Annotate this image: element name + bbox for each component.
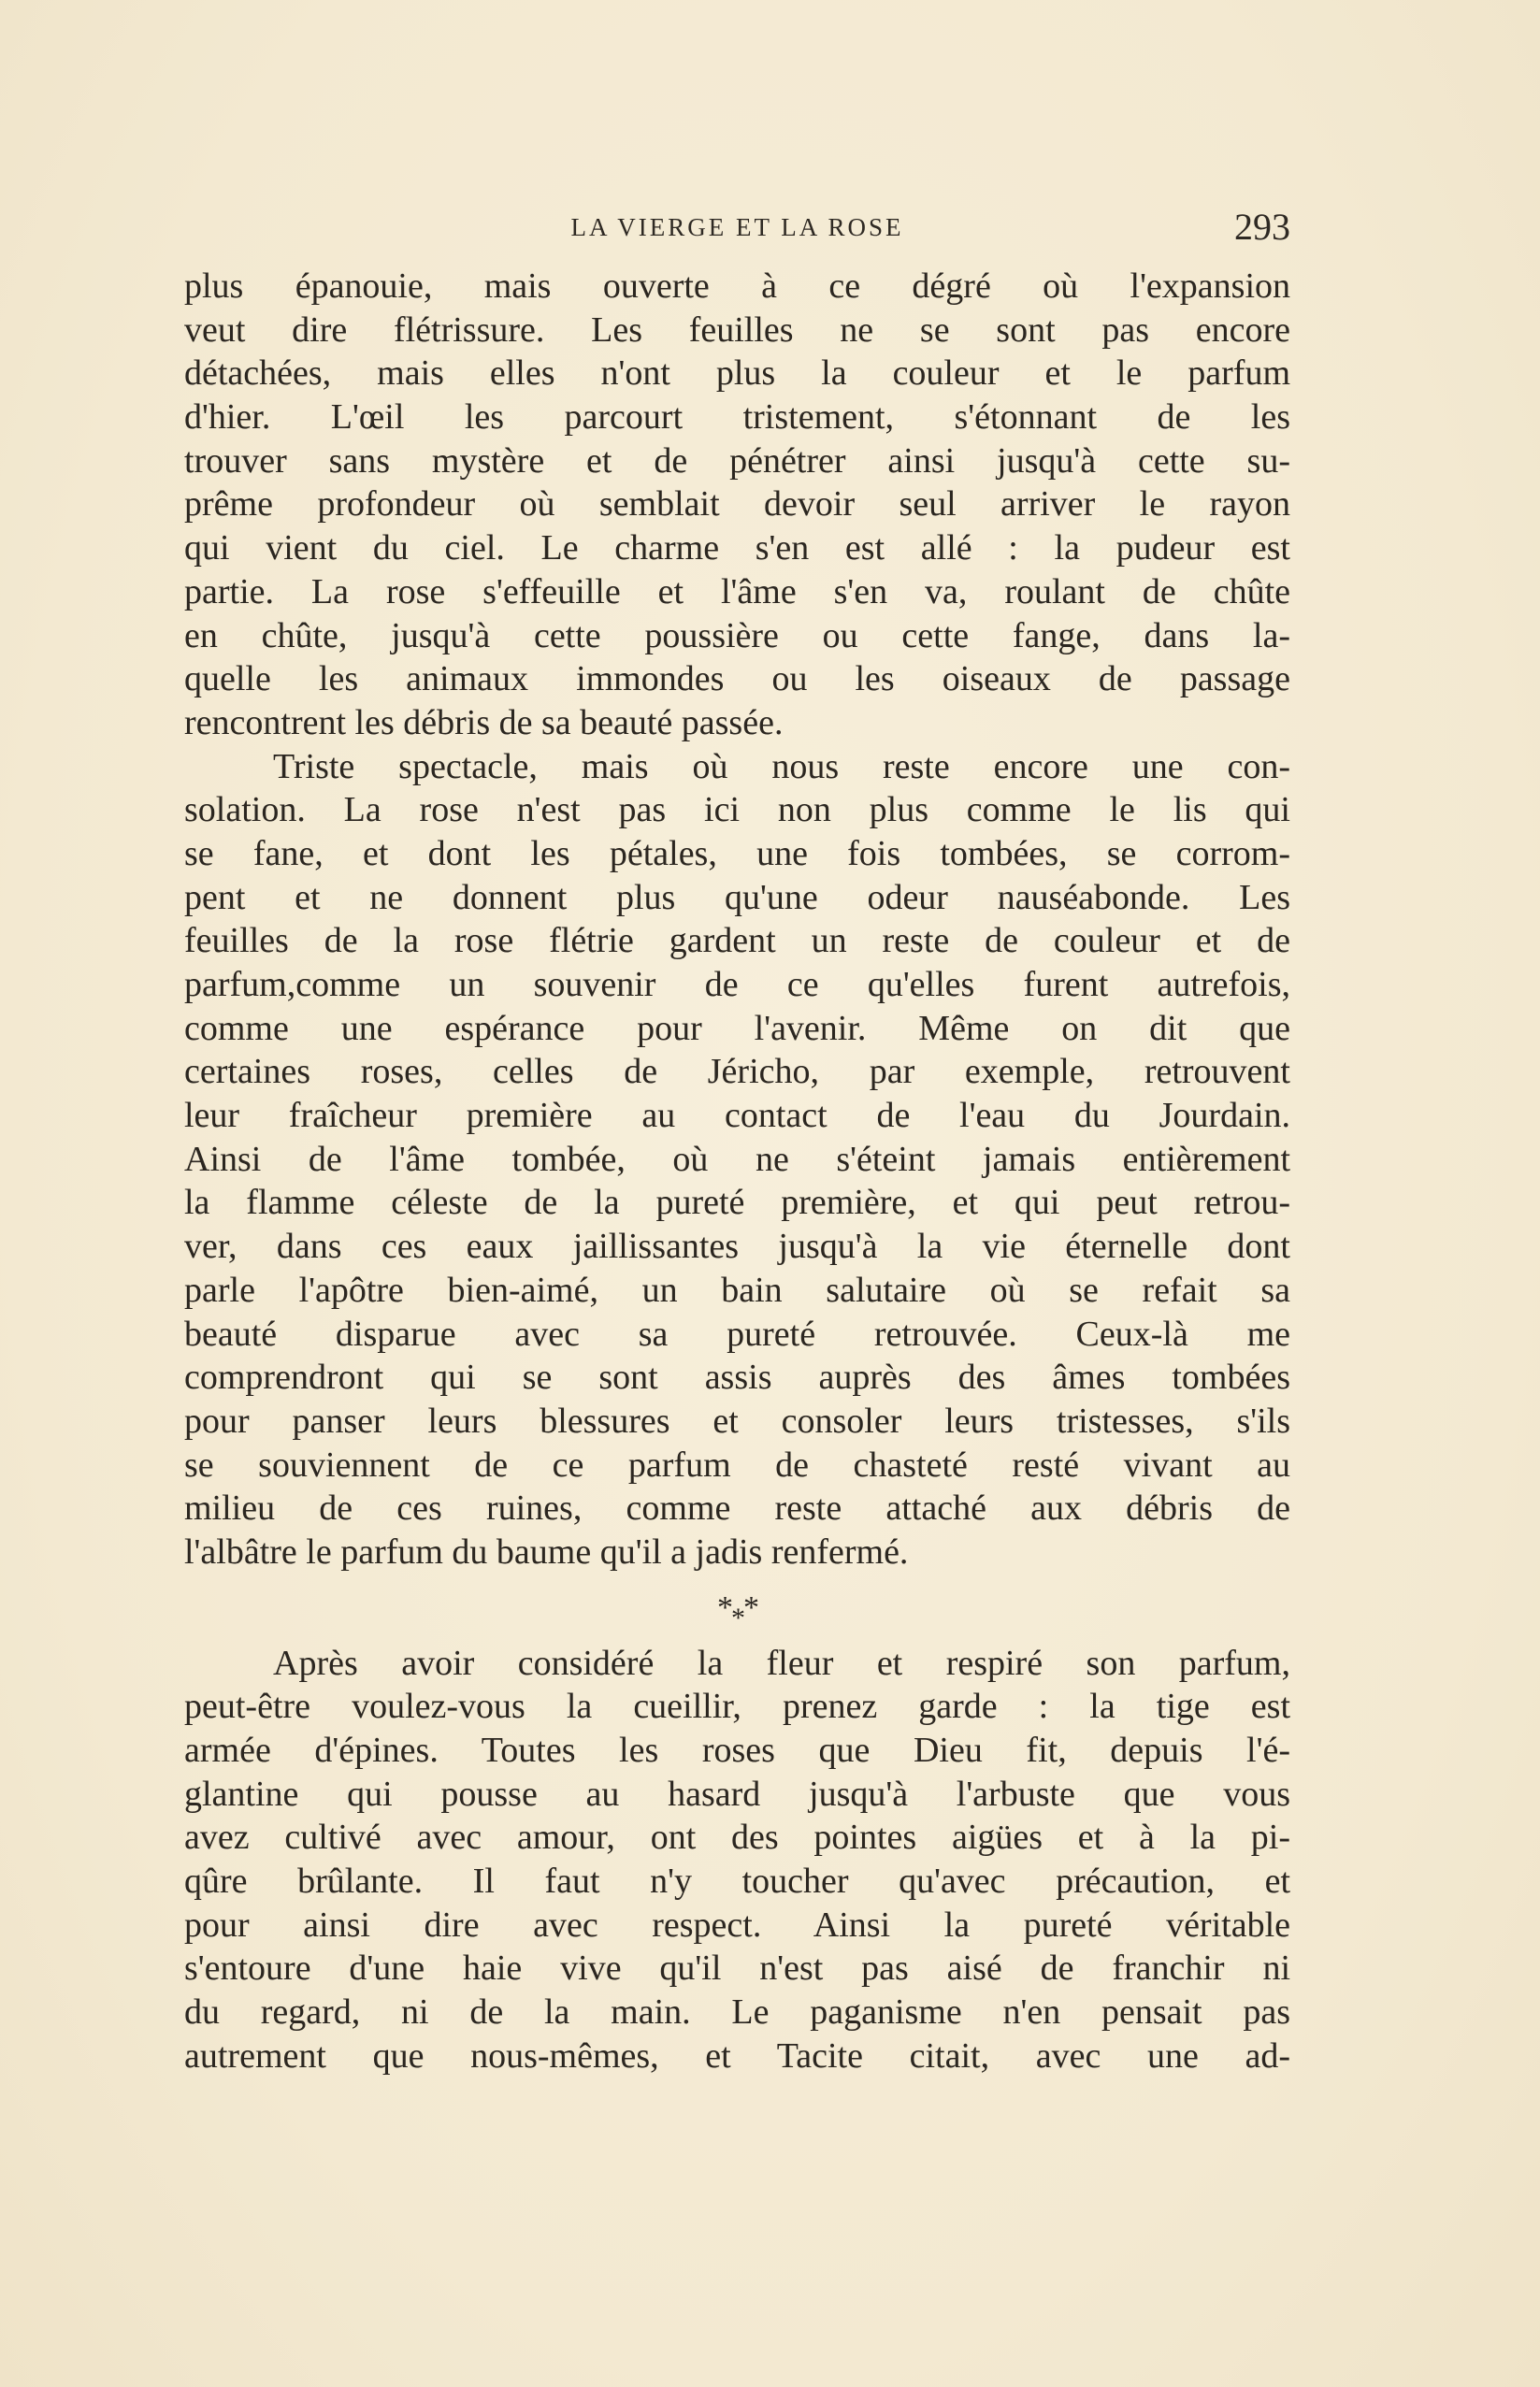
paragraph-1: [184, 265, 1290, 745]
text-line: Ainsi de l'âme tombée, où ne s'éteint jamais entièrement: [184, 1139, 1290, 1179]
text-line: s'entoure d'une haie vive qu'il n'est pas aisé de franchir ni: [184, 1948, 1290, 1989]
text-line: qui vient du ciel. Le charme s'en est allé : la pudeur est: [184, 528, 1290, 568]
text-line: en chûte, jusqu'à cette poussière ou cette fange, dans la-: [184, 615, 1290, 655]
text-line: pour panser leurs blessures et consoler leurs tristesses, s'ils: [184, 1401, 1290, 1441]
text-line: beauté disparue avec sa pureté retrouvée. Ceux-là me: [184, 1314, 1290, 1354]
text-line: certaines roses, celles de Jéricho, par exemple, retrouvent: [184, 1052, 1290, 1092]
text-line: feuilles de la rose flétrie gardent un reste de couleur et de: [184, 921, 1290, 961]
text-line: quelle les animaux immondes ou les oiseaux de passage: [184, 659, 1290, 699]
text-block: [184, 265, 1290, 2135]
text-line: du regard, ni de la main. Le paganisme n'en pensait pas: [184, 1992, 1290, 2033]
paragraph-3: [184, 1642, 1290, 2078]
text-line: armée d'épines. Toutes les roses que Dieu fit, depuis l'é-: [184, 1731, 1290, 1770]
text-line: d'hier. L'œil les parcourt tristement, s'étonnant de les: [184, 397, 1290, 438]
running-head: [184, 204, 1290, 251]
asterism-star: *: [731, 1602, 743, 1633]
text-line: qûre brûlante. Il faut n'y toucher qu'avec précaution, et: [184, 1862, 1290, 1902]
running-title: LA VIERGE ET LA ROSE: [570, 213, 904, 241]
text-line: comprendront qui se sont assis auprès des âmes tombées: [184, 1358, 1290, 1398]
asterism-separator: [184, 1575, 1290, 1642]
text-line: se fane, et dont les pétales, une fois tombées, se corrom-: [184, 833, 1290, 873]
text-line: pour ainsi dire avec respect. Ainsi la pureté véritable: [184, 1905, 1290, 1945]
asterism-star: *: [743, 1589, 757, 1625]
text-line: glantine qui pousse au hasard jusqu'à l'arbuste que vous: [184, 1774, 1290, 1814]
text-line: solation. La rose n'est pas ici non plus comme le lis qui: [184, 790, 1290, 830]
text-line: parle l'apôtre bien-aimé, un bain salutaire où se refait sa: [184, 1270, 1290, 1310]
text-line: rencontrent les débris de sa beauté passée.: [184, 702, 784, 742]
text-line: Triste spectacle, mais où nous reste encore une con-: [273, 746, 1290, 786]
text-line: partie. La rose s'effeuille et l'âme s'en va, roulant de chûte: [184, 571, 1290, 611]
text-line: peut-être voulez-vous la cueillir, prenez garde : la tige est: [184, 1687, 1290, 1727]
text-line: milieu de ces ruines, comme reste attaché aux débris de: [184, 1488, 1290, 1529]
text-line: comme une espérance pour l'avenir. Même on dit que: [184, 1008, 1290, 1048]
paragraph-2: [184, 745, 1290, 1575]
text-line: l'albâtre le parfum du baume qu'il a jadis renfermé.: [184, 1531, 909, 1572]
text-line: détachées, mais elles n'ont plus la couleur et le parfum: [184, 353, 1290, 394]
text-line: plus épanouie, mais ouverte à ce dégré où l'expansion: [184, 266, 1290, 306]
text-line: autrement que nous-mêmes, et Tacite citait, avec une ad-: [184, 2035, 1290, 2076]
text-line: prême profondeur où semblait devoir seul arriver le rayon: [184, 484, 1290, 525]
text-line: leur fraîcheur première au contact de l'eau du Jourdain.: [184, 1096, 1290, 1136]
text-line: Après avoir considéré la fleur et respiré son parfum,: [273, 1643, 1290, 1683]
text-line: avez cultivé avec amour, ont des pointes aigües et à la pi-: [184, 1818, 1290, 1858]
text-line: ver, dans ces eaux jaillissantes jusqu'à la vie éternelle dont: [184, 1227, 1290, 1267]
asterism-star: *: [717, 1589, 731, 1625]
text-line: veut dire flétrissure. Les feuilles ne se sont pas encore: [184, 309, 1290, 350]
text-line: parfum,comme un souvenir de ce qu'elles furent autrefois,: [184, 965, 1290, 1004]
text-line: pent et ne donnent plus qu'une odeur nauséabonde. Les: [184, 877, 1290, 917]
page-number: 293: [1234, 206, 1290, 248]
text-line: se souviennent de ce parfum de chasteté resté vivant au: [184, 1445, 1290, 1485]
text-line: la flamme céleste de la pureté première, et qui peut retrou-: [184, 1183, 1290, 1223]
text-line: trouver sans mystère et de pénétrer ainsi jusqu'à cette su-: [184, 440, 1290, 481]
